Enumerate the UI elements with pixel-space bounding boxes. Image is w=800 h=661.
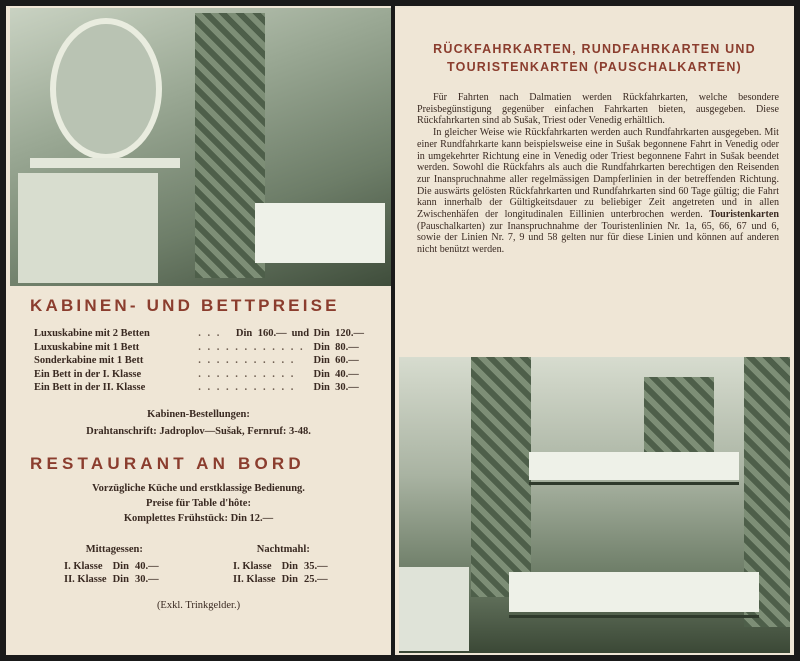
- price-row: Sonderkabine mit 1 Bett . . . . . . . . . . . Din 60.—: [34, 355, 359, 367]
- lower-berth-rail: [509, 615, 759, 618]
- upper-berth-shape: [529, 452, 739, 480]
- cabin-bunks-photo: [399, 357, 790, 653]
- restaurant-line: Preise für Table d'hôte:: [146, 498, 251, 509]
- lunch-prices: [64, 544, 165, 587]
- booking-contact: Drahtanschrift: Jadroplov—Sušak, Fernruf: 3-48.: [86, 426, 311, 437]
- right-page: [395, 6, 794, 655]
- lunch-title: Mittagessen:: [85, 544, 143, 555]
- meal-row: I. Klasse Din 40.—: [64, 561, 159, 572]
- porthole-curtain-shape: [644, 377, 714, 457]
- price-label: Ein Bett in der I. Klasse: [34, 368, 142, 380]
- brochure-spread: [6, 6, 794, 655]
- washbasin-shape: [399, 567, 469, 651]
- meal-row: I. Klasse Din 35.—: [233, 561, 328, 572]
- price-label: Ein Bett in der II. Klasse: [34, 382, 146, 394]
- tickets-heading-line2: TOURISTENKARTEN (PAUSCHALKARTEN): [447, 60, 742, 74]
- curtain-shape: [471, 357, 531, 597]
- booking-title: Kabinen-Bestellungen:: [147, 409, 250, 420]
- paragraph-return-tickets: Für Fahrten nach Dalmatien werden Rückfahrkarten, welche besondere Preisbegünstigung gegenüber einfachen Fahrkarten bieten, ausgegeben. Diese Rückfahrkarten sind ab Sušak, Triest oder Venedig erhältlich.: [417, 92, 779, 127]
- price-label: Luxuskabine mit 1 Bett: [34, 341, 140, 353]
- bed-shape: [255, 203, 385, 263]
- price-label: Sonderkabine mit 1 Bett: [34, 355, 144, 367]
- paragraph-round-trip: In gleicher Weise wie Rückfahrkarten werden auch Rundfahrkarten ausgegeben. Mit einer Rundfahrkarte kann beispielsweise eine in Sušak begonnene Fahrt in Venedig oder in umgekehrter Richtung eine in Venedig oder Triest begonnene Fahrt in Sušak beendet werden. Sowohl die Rückfahrs als auch die Rundfahrkarten berechtigen den Reisenden zur Inanspruchnahme aller regelmässigen Dampferlinien in der betreffenden Richtung. Die auswärts gelösten Rückfahrkarten und Rundfahrkarten sind 60 Tage gültig; die Fahrt kann innerhalb der Gültigkeitsdauer zu beliebiger Zeit angetreten und in allen Zwischenhäfen der longitudinalen Eillinien unterbrochen werden. Touristenkarten (Pauschalkarten) zur Inanspruchnahme der Touristenlinien Nr. 1a, 65, 66, 67 und 6, sowie der Linien Nr. 7, 9 und 58 gelten nur für diese Linien und können auf anderen nicht benützt werden.: [417, 127, 779, 256]
- meal-row: II. Klasse Din 25.—: [233, 574, 328, 585]
- tips-note: (Exkl. Trinkgelder.): [156, 600, 241, 611]
- upper-berth-rail: [529, 482, 739, 485]
- lower-berth-shape: [509, 572, 759, 612]
- tickets-heading-line1: RÜCKFAHRKARTEN, RUNDFAHRKARTEN UND: [433, 42, 756, 56]
- price-row: Ein Bett in der I. Klasse . . . . . . . . . . . Din 40.—: [34, 368, 359, 380]
- left-page: [6, 6, 391, 655]
- price-row: Ein Bett in der II. Klasse . . . . . . . . . . . Din 30.—: [34, 382, 359, 394]
- mirror-shape: [50, 18, 162, 160]
- price-label: Luxuskabine mit 2 Betten: [34, 328, 150, 340]
- dinner-prices: [233, 544, 334, 587]
- restaurant-line: Vorzügliche Küche und erstklassige Bedienung.: [92, 483, 305, 494]
- cabin-price-table: [34, 327, 364, 395]
- tickets-body-text: [417, 92, 779, 256]
- price-row: Luxuskabine mit 2 Betten . . . Din 160.— und Din 120.—: [34, 328, 364, 340]
- price-row: Luxuskabine mit 1 Bett . . . . . . . . . . . . Din 80.—: [34, 341, 359, 353]
- washstand-shape: [18, 173, 158, 283]
- cabin-washstand-photo: [10, 8, 391, 286]
- tourist-tickets-term: Touristenkarten: [709, 209, 779, 221]
- shelf-shape: [30, 158, 180, 168]
- dinner-title: Nachtmahl:: [256, 544, 310, 555]
- restaurant-heading: RESTAURANT AN BORD: [30, 454, 305, 473]
- cabin-prices-heading: KABINEN- UND BETTPREISE: [30, 296, 340, 315]
- meal-row: II. Klasse Din 30.—: [64, 574, 159, 585]
- restaurant-line: Komplettes Frühstück: Din 12.—: [123, 513, 274, 524]
